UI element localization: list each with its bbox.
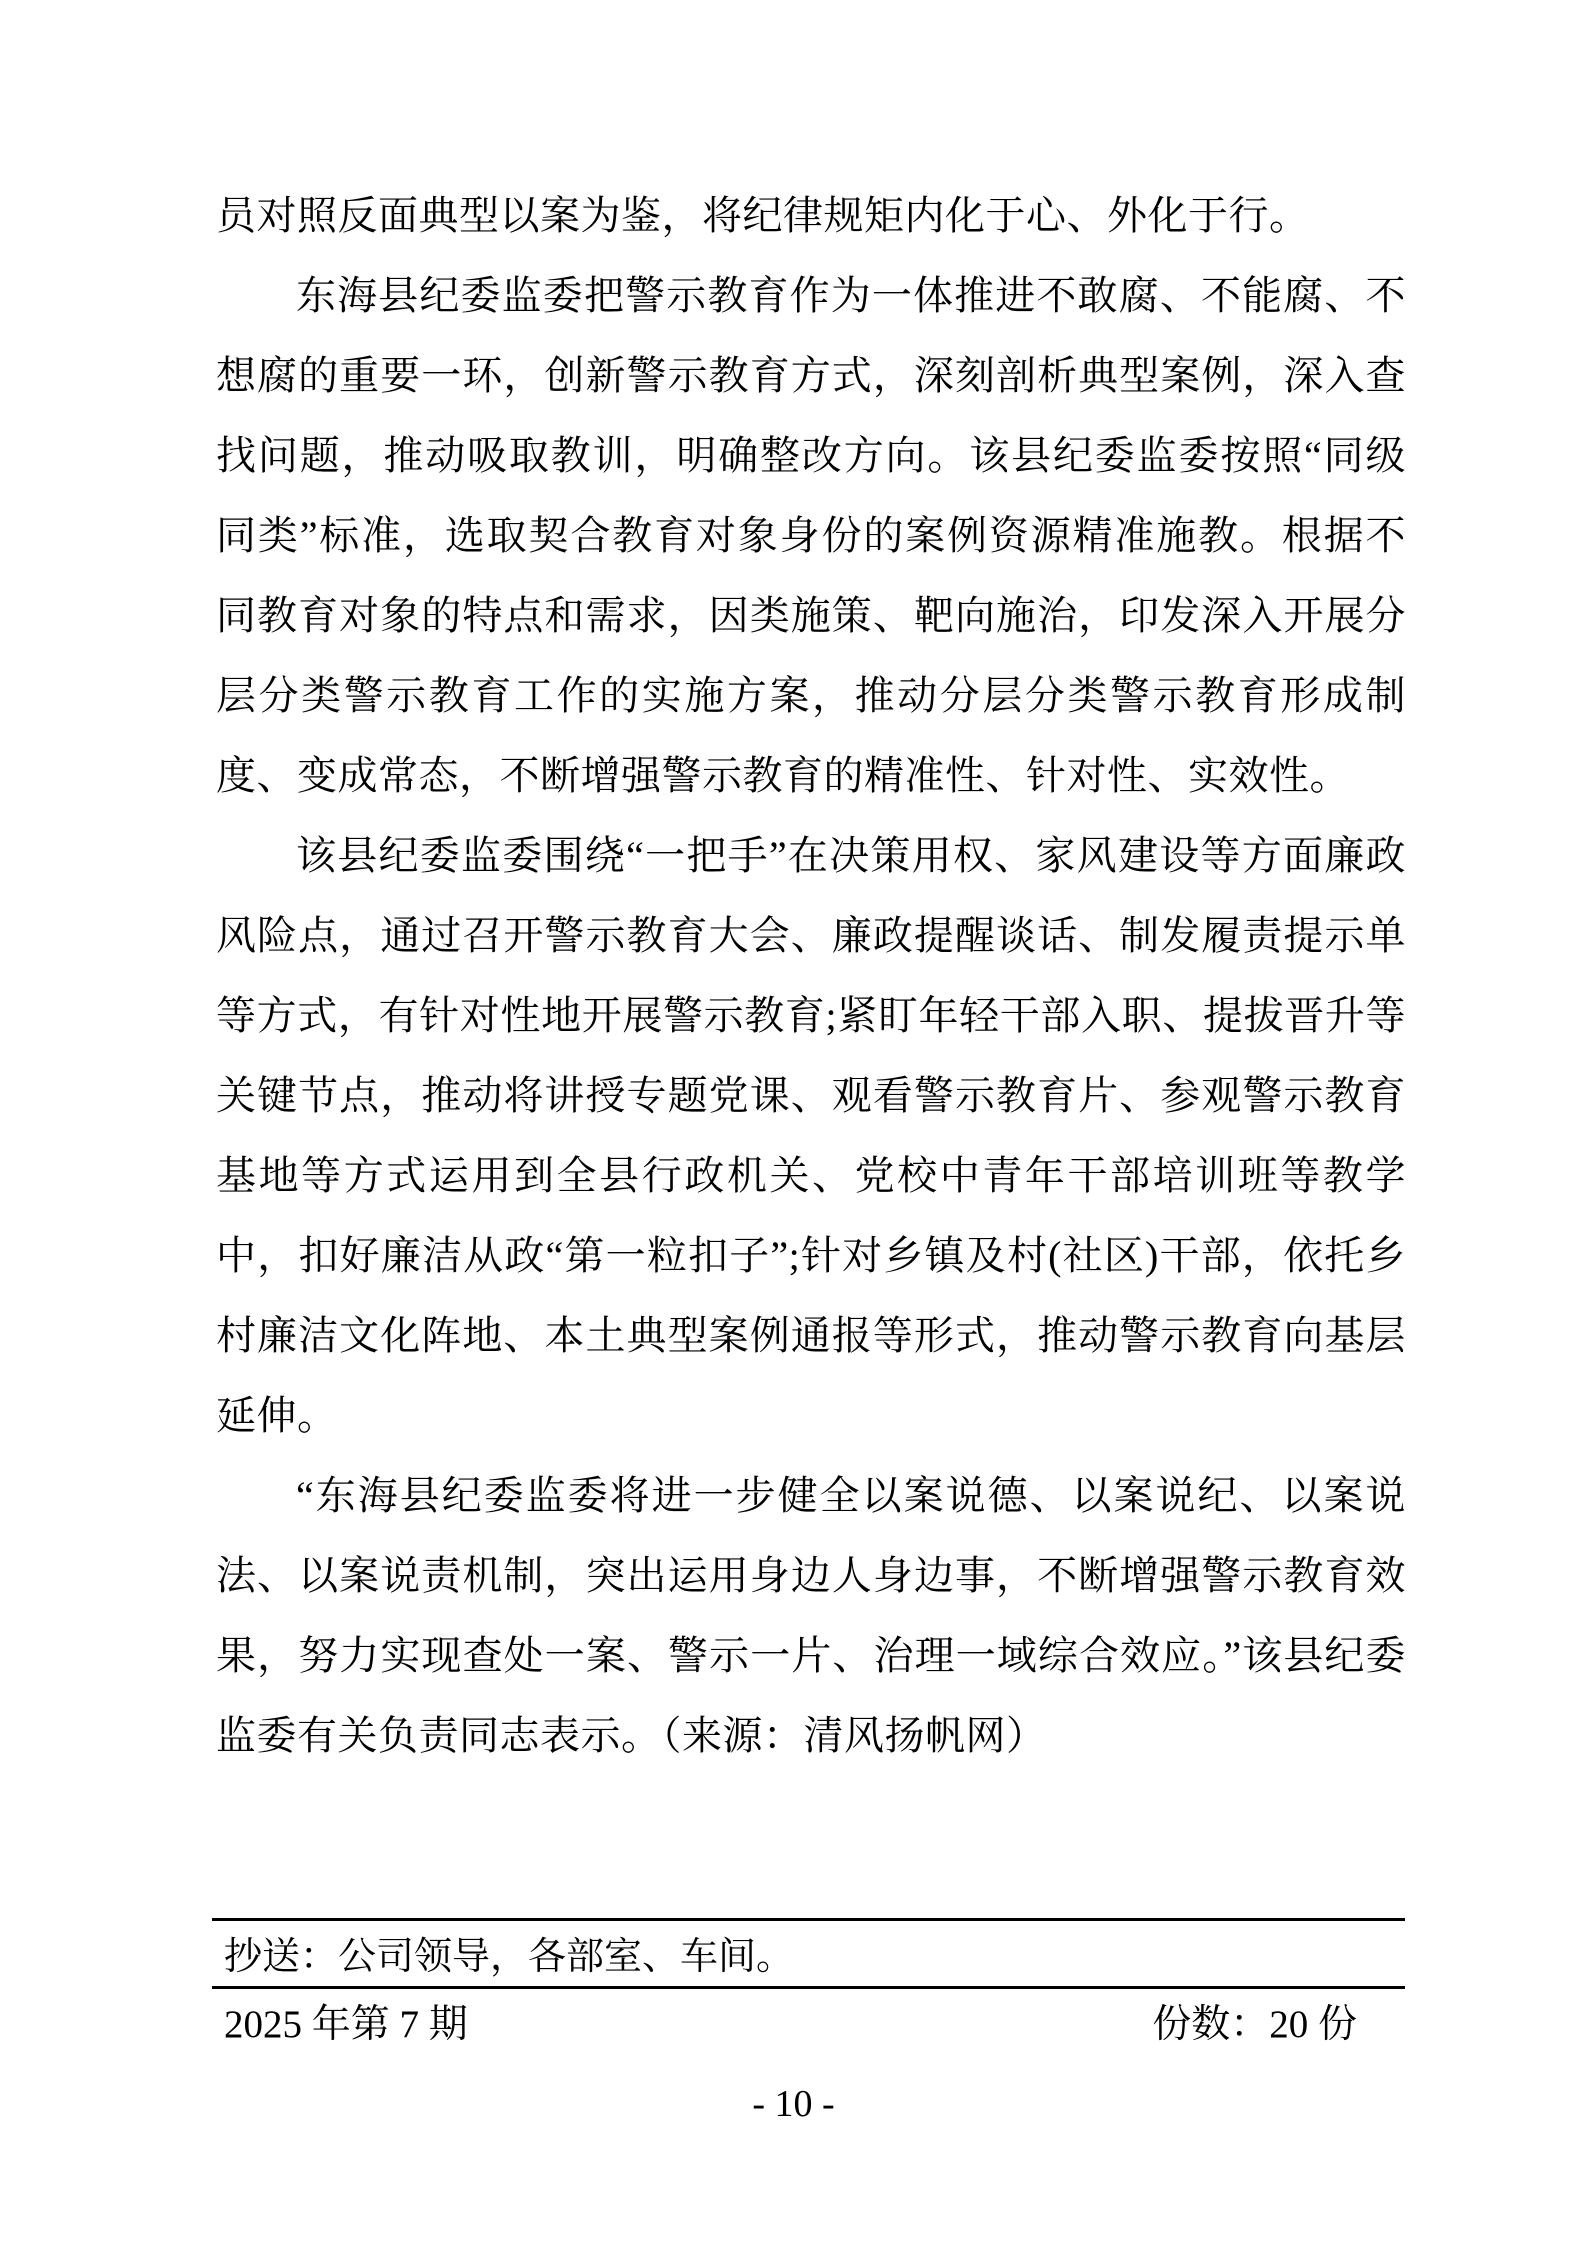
footer-divider-top bbox=[212, 1918, 1405, 1921]
paragraph: 该县纪委监委围绕“一把手”在决策用权、家风建设等方面廉政风险点，通过召开警示教育大会、廉政提醒谈话、制发履责提示单等方式，有针对性地开展警示教育;紧盯年轻干部入职、提拔晋升等关键节点，推动将讲授专题党课、观看警示教育片、参观警示教育基地等方式运用到全县行政机关、党校中青年干部培训班等教学中，扣好廉洁从政“第一粒扣子”;针对乡镇及村(社区)干部，依托乡村廉洁文化阵地、本土典型案例通报等形式，推动警示教育向基层延伸。 bbox=[216, 833, 1406, 1438]
issue-row bbox=[224, 2000, 1405, 2050]
paragraph: “东海县纪委监委将进一步健全以案说德、以案说纪、以案说法、以案说责机制，突出运用身边人身边事，不断增强警示教育效果，努力实现查处一案、警示一片、治理一域综合效应。”该县纪委监委有关负责同志表示。（来源：清风扬帆网） bbox=[216, 1473, 1406, 1758]
document-body bbox=[216, 176, 1406, 1776]
page-number: - 10 - bbox=[752, 2083, 835, 2125]
cc-line: 抄送：公司领导，各部室、车间。 bbox=[224, 1936, 795, 1978]
paragraph: 员对照反面典型以案为鉴，将纪律规矩内化于心、外化于行。 bbox=[216, 193, 1310, 238]
issue-number: 2025 年第 7 期 bbox=[224, 2003, 468, 2046]
paragraph: 东海县纪委监委把警示教育作为一体推进不敢腐、不能腐、不想腐的重要一环，创新警示教育方式，深刻剖析典型案例，深入查找问题，推动吸取教训，明确整改方向。该县纪委监委按照“同级同类”标准，选取契合教育对象身份的案例资源精准施教。根据不同教育对象的特点和需求，因类施策、靶向施治，印发深入开展分层分类警示教育工作的实施方案，推动分层分类警示教育形成制度、变成常态，不断增强警示教育的精准性、针对性、实效性。 bbox=[216, 273, 1406, 798]
copies-count: 份数：20 份 bbox=[1152, 2003, 1357, 2046]
footer-divider-bottom bbox=[212, 1986, 1405, 1989]
